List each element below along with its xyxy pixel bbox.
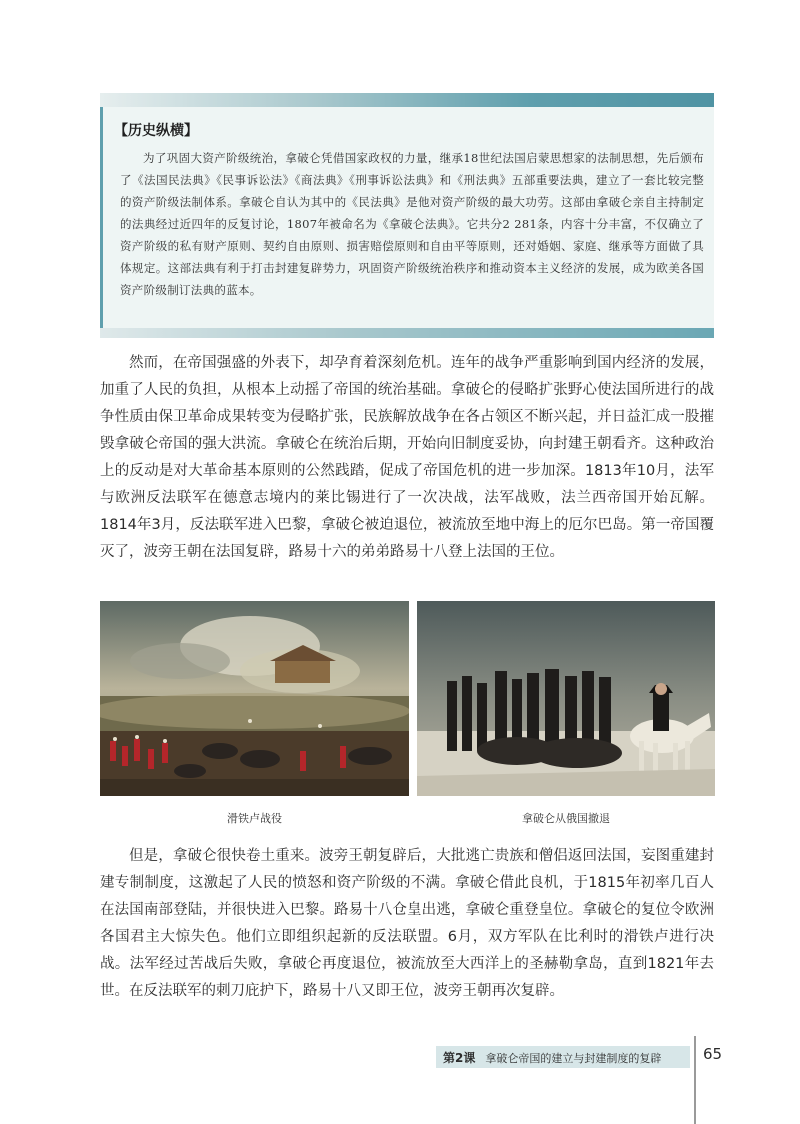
sidebar-bottom-bar — [100, 328, 714, 338]
retreat-painting-art — [417, 601, 715, 796]
sidebar-top-bar — [100, 93, 714, 107]
lesson-title: 拿破仑帝国的建立与封建制度的复辟 — [485, 1052, 662, 1065]
body-paragraph-1: 然而，在帝国强盛的外表下，却孕育着深刻危机。连年的战争严重影响到国内经济的发展，加重了人民的负担，从根本上动摇了帝国的统治基础。拿破仑的侵略扩张野心使法国所进行的战争性质由保卫革命成果转变为侵略扩张，民族解放战争在各占领区不断兴起，并日益汇成一股摧毁拿破仑帝国的强大洪流。拿破仑在统治后期，开始向旧制度妥协，向封建王朝看齐。这种政治上的反动是对大革命基本原则的公然践踏，促成了帝国危机的进一步加深。1813年10月，法军与欧洲反法联军在德意志境内的莱比锡进行了一次决战，法军战败，法兰西帝国开始瓦解。1814年3月，反法联军进入巴黎，拿破仑被迫退位，被流放至地中海上的厄尔巴岛。第一帝国覆灭了，波旁王朝在法国复辟，路易十六的弟弟路易十八登上法国的王位。 — [100, 355, 714, 560]
footer-lesson-label — [443, 1049, 661, 1066]
waterloo-caption: 滑铁卢战役 — [227, 812, 282, 825]
waterloo-painting-art — [100, 601, 409, 796]
retreat-from-russia-painting — [417, 601, 715, 796]
lesson-number: 第2课 — [443, 1051, 476, 1065]
retreat-caption: 拿破仑从俄国撤退 — [522, 812, 610, 825]
sidebar-title: 【历史纵横】 — [114, 123, 198, 139]
body-paragraph-2: 但是，拿破仑很快卷土重来。波旁王朝复辟后，大批逃亡贵族和僧侣返回法国，妄图重建封建专制制度，这激起了人民的愤怒和资产阶级的不满。拿破仑借此良机，于1815年初率几百人在法国南部登陆，并很快进入巴黎。路易十八仓皇出逃，拿破仑重登皇位。拿破仑的复位令欧洲各国君主大惊失色。他们立即组织起新的反法联盟。6月，双方军队在比利时的滑铁卢进行决战。法军经过苦战后失败，拿破仑再度退位，被流放至大西洋上的圣赫勒拿岛，直到1821年去世。在反法联军的刺刀庇护下，路易十八又即王位，波旁王朝再次复辟。 — [100, 848, 714, 999]
sidebar-text: 为了巩固大资产阶级统治，拿破仑凭借国家政权的力量，继承18世纪法国启蒙思想家的法制思想，先后颁布了《法国民法典》《民事诉讼法》《商法典》《刑事诉讼法典》和《刑法典》五部重要法典，建立了一套比较完整的资产阶级法制体系。拿破仑自认为其中的《民法典》是他对资产阶级的最大功劳。这部由拿破仑亲自主持制定的法典经过近四年的反复讨论，1807年被命名为《拿破仑法典》。它共分2 281条，内容十分丰富，不仅确立了资产阶级的私有财产原则、契约自由原则、损害赔偿原则和自由平等原则，还对婚姻、家庭、继承等方面做了具体规定。这部法典有利于打击封建复辟势力，巩固资产阶级统治秩序和推动资本主义经济的发展，成为欧美各国资产阶级制订法典的蓝本。 — [120, 151, 704, 297]
page-number: 65 — [703, 1045, 723, 1063]
footer-rule — [694, 1036, 696, 1124]
waterloo-painting — [100, 601, 409, 796]
sidebar-left-rule — [100, 107, 103, 328]
